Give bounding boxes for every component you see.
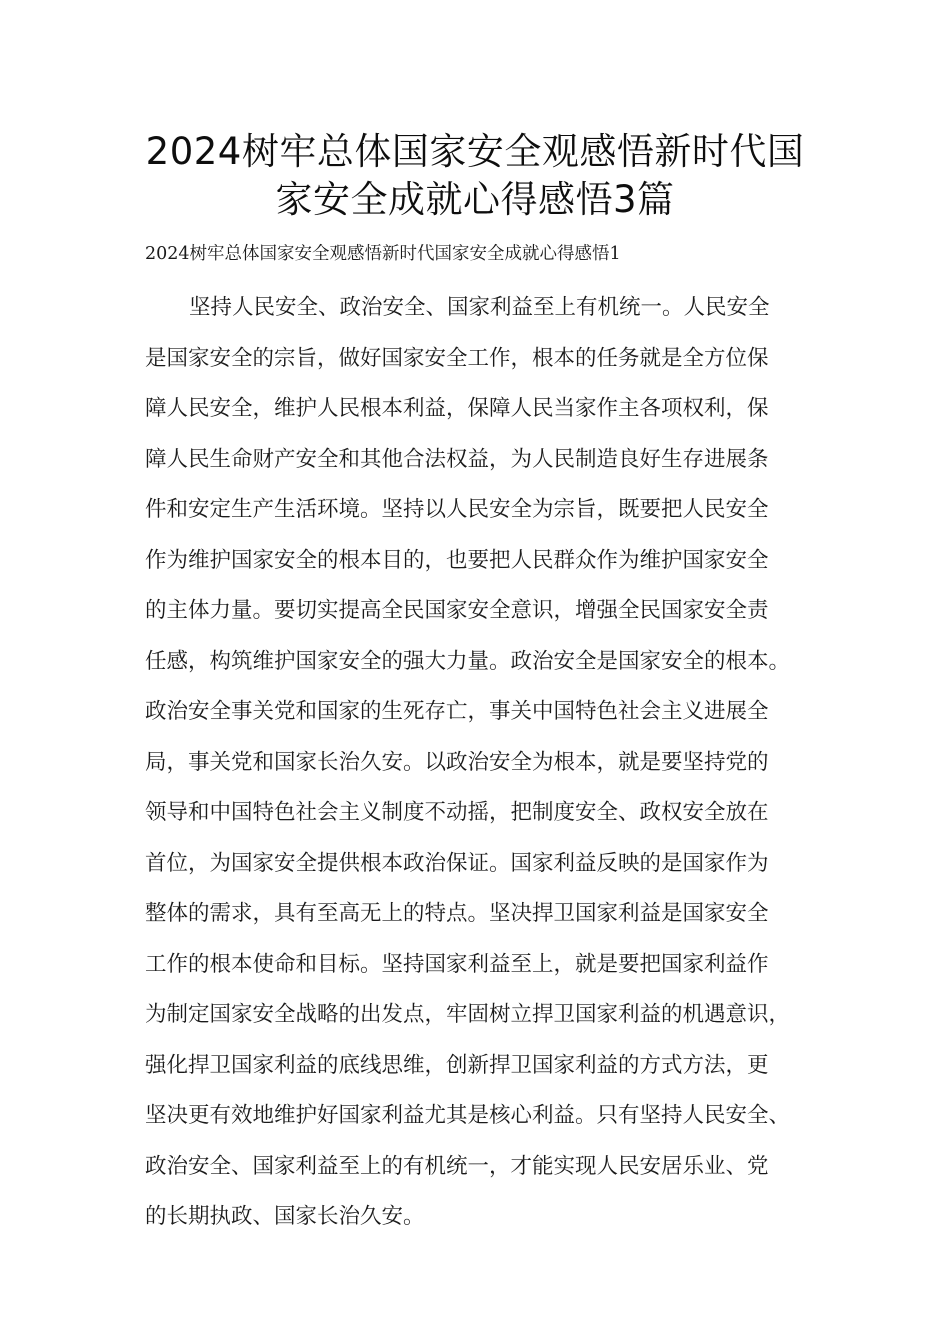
paragraph-line: 整体的需求，具有至高无上的特点。坚决捍卫国家利益是国家安全 <box>145 901 769 926</box>
paragraph-line: 坚决更有效地维护好国家利益尤其是核心利益。只有坚持人民安全、 <box>145 1103 791 1128</box>
section-heading: 2024树牢总体国家安全观感悟新时代国家安全成就心得感悟1 <box>145 244 621 264</box>
paragraph-line: 强化捍卫国家利益的底线思维，创新捍卫国家利益的方式方法，更 <box>145 1052 769 1078</box>
paragraph-line: 障人民安全，维护人民根本利益，保障人民当家作主各项权利，保 <box>145 396 769 421</box>
paragraph-line: 坚持人民安全、政治安全、国家利益至上有机统一。人民安全 <box>189 295 770 320</box>
paragraph-line: 领导和中国特色社会主义制度不动摇，把制度安全、政权安全放在 <box>145 800 769 825</box>
paragraph-line: 是国家安全的宗旨，做好国家安全工作，根本的任务就是全方位保 <box>145 345 769 371</box>
document-title <box>120 128 830 224</box>
paragraph-line: 政治安全、国家利益至上的有机统一，才能实现人民安居乐业、党 <box>145 1153 769 1179</box>
paragraph-line: 工作的根本使命和目标。坚持国家利益至上，就是要把国家利益作 <box>145 951 769 977</box>
document-title-line-1: 2024树牢总体国家安全观感悟新时代国 <box>145 130 805 173</box>
paragraph-line: 首位，为国家安全提供根本政治保证。国家利益反映的是国家作为 <box>145 850 769 876</box>
paragraph-line: 件和安定生产生活环境。坚持以人民安全为宗旨，既要把人民安全 <box>145 497 769 522</box>
paragraph-line: 为制定国家安全战略的出发点，牢固树立捍卫国家利益的机遇意识， <box>145 1002 791 1027</box>
paragraph-line: 的主体力量。要切实提高全民国家安全意识，增强全民国家安全责 <box>145 598 769 623</box>
paragraph-line: 任感，构筑维护国家安全的强大力量。政治安全是国家安全的根本。 <box>145 648 791 674</box>
paragraph-line: 障人民生命财产安全和其他合法权益，为人民制造良好生存进展条 <box>145 446 769 472</box>
paragraph-line: 作为维护国家安全的根本目的，也要把人民群众作为维护国家安全 <box>145 547 769 573</box>
paragraph-line: 的长期执政、国家长治久安。 <box>145 1204 425 1229</box>
paragraph-line: 政治安全事关党和国家的生死存亡，事关中国特色社会主义进展全 <box>145 699 769 724</box>
body-paragraph <box>145 283 825 1243</box>
document-title-line-2: 家安全成就心得感悟3篇 <box>275 178 675 221</box>
paragraph-line: 局，事关党和国家长治久安。以政治安全为根本，就是要坚持党的 <box>145 749 769 775</box>
